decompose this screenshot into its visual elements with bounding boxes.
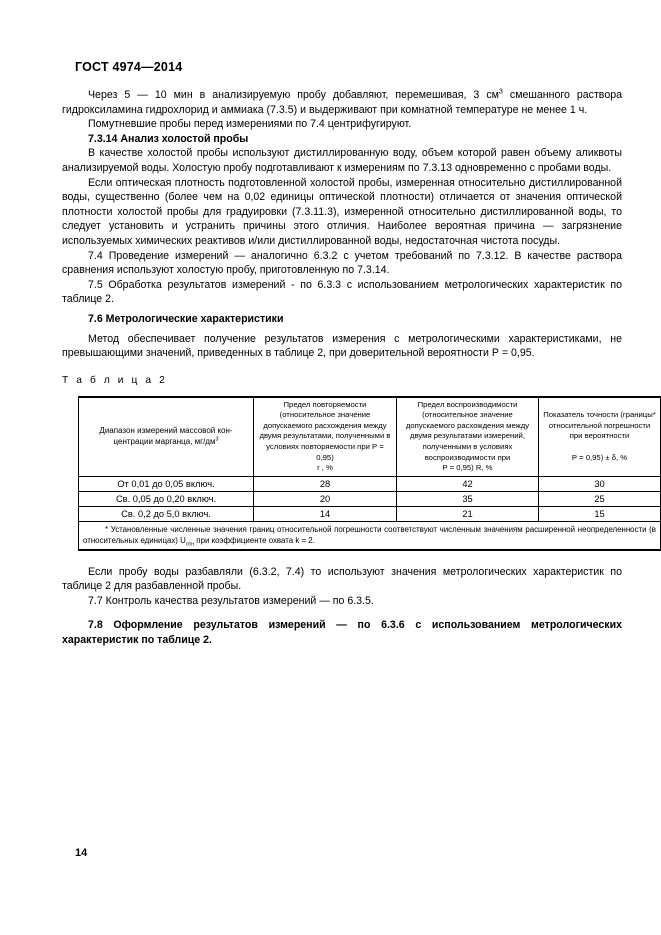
heading-7-6: 7.6 Метрологические характеристики (88, 312, 284, 325)
cubic-superscript-unit: 3 (215, 436, 219, 443)
paragraph-blank-sample: В качестве холостой пробы используют дистиллированную воду, объем которой равен объему аликвоты анализируемой воды. Холостую пробу подготавливают к измерениям по 7.3.13 одновременно с пробами воды. (62, 147, 622, 174)
table-cell-accuracy: 30 (539, 476, 661, 491)
table-cell-range: От 0,01 до 0,05 включ. (79, 476, 254, 491)
cubic-superscript: 3 (498, 86, 503, 96)
table-cell-repeatability: 14 (254, 506, 397, 521)
table-footnote (79, 521, 661, 549)
heading-7-3-14: 7.3.14 Анализ холостой пробы (88, 132, 249, 145)
table-header-reproducibility-symbol: P = 0,95) R, % (442, 463, 493, 473)
table-cell-range: Св. 0,2 до 5,0 включ. (79, 506, 254, 521)
paragraph-centrifuge: Помутневшие пробы перед измерениями по 7.4 центрифугируют. (88, 118, 412, 131)
spacer (62, 551, 622, 565)
table-cell-repeatability: 28 (254, 476, 397, 491)
paragraph-optical-density: Если оптическая плотность подготовленной холостой пробы, измеренная относительно дистиллированной воды, существенно (более чем на 0,02 единицы оптической плотности) отличается от значения оптической плотности холостой пробы для градуировки (7.3.11.3), измеренной относительно дистиллированной воды, то следует установить и устранить причины этого отличия. Наиболее вероятная причина — загрязнение используемых химических реактивов и/или дистиллированной воды, недостаточная чистота посуды. (62, 176, 622, 247)
table-header-repeatability (254, 397, 397, 477)
table-header-range-line1: Диапазон измерений массовой кон- (99, 426, 233, 436)
paragraph-7-6-body: Метод обеспечивает получение результатов измерения с метрологическими характеристиками, не превышающими значений, приведенных в таблице 2, при доверительной вероятности Р = 0,95. (62, 332, 622, 360)
metrological-characteristics-table (78, 396, 661, 551)
table-row (79, 476, 661, 491)
table-footnote-row (79, 521, 661, 549)
paragraph-dilution-step-text: Через 5 — 10 мин в анализируемую пробу добавляют, перемешивая, 3 см (88, 89, 499, 101)
table-header-reproducibility (397, 397, 539, 477)
paragraph-dilution-note: Если пробу воды разбавляли (6.3.2, 7.4) то используют значения метрологических характеристик по таблице 2 для разбавленной пробы. (62, 565, 622, 593)
table-row (79, 506, 661, 521)
paragraph-7-4-measurements: 7.4 Проведение измерений — аналогично 6.3.2 с учетом требований по 7.3.12. В качестве раствора сравнения используют холостую пробу, приготовленную по 7.3.14. (62, 249, 622, 277)
table-header-accuracy-text: Показатель точности (границы* относительной погрешности при вероятности (543, 410, 656, 441)
table-header-range (79, 397, 254, 477)
table-cell-range: Св. 0,05 до 0,20 включ. (79, 491, 254, 506)
spacer (62, 608, 622, 618)
table-header-repeatability-text: Предел повторяемости (относительное значение допускаемого расхождения между двумя результатами, полученными в условиях повторяемости при Р = 0,95) (259, 399, 391, 462)
table-header-accuracy (539, 397, 661, 477)
table-caption: Т а б л и ц а 2 (62, 374, 168, 386)
table-cell-reproducibility: 42 (397, 476, 539, 491)
paragraph-dilution-step (62, 88, 622, 117)
spacer (62, 386, 622, 396)
table-footnote-part1: * Установленные численные значения границ относительной погрешности соответствуют численным значениям расширенной неопределенности (в относительных единицах) U (83, 524, 656, 546)
paragraph-7-7-quality-control: 7.7 Контроль качества результатов измерений — по 6.3.5. (88, 594, 374, 607)
table-cell-accuracy: 15 (539, 506, 661, 521)
table-cell-repeatability: 20 (254, 491, 397, 506)
table-footnote-part2: при коэффициенте охвата k = 2. (194, 536, 315, 546)
paragraph-7-8-reporting: 7.8 Оформление результатов измерений — по 6.3.6 с использованием метрологических характеристик по таблице 2. (62, 619, 622, 647)
footnote-subscript: отн (185, 541, 195, 548)
standard-number-header: ГОСТ 4974—2014 (75, 60, 183, 74)
table-footnote-body (83, 524, 656, 547)
table-cell-reproducibility: 35 (397, 491, 539, 506)
page-number: 14 (75, 847, 88, 859)
table-header-row (79, 397, 661, 477)
table-header-repeatability-symbol: r , % (317, 463, 333, 473)
paragraph-7-5-processing: 7.5 Обработка результатов измерений - по 6.3.3 с использованием метрологических характеристик по таблице 2. (62, 278, 622, 306)
document-body (62, 86, 656, 648)
table-header-accuracy-symbol: Р = 0,95) ± δ, % (571, 452, 628, 462)
table-header-reproducibility-text: Предел воспроизводимости (относительное значение допускаемого расхождения между двумя результатами измерений, полученными в условиях воспроизводимости при (405, 399, 530, 462)
table-header-range-line2: центрации марганца, мг/дм (113, 436, 216, 446)
table-cell-reproducibility: 21 (397, 506, 539, 521)
paragraph-dilution-step-cont: смешанного раствора гидроксиламина гидрохлорид и аммиака (7.3.5) и выдерживают при комнатной температуре не менее 1 ч. (62, 89, 622, 116)
spacer (62, 361, 622, 375)
table-row (79, 491, 661, 506)
table-cell-accuracy: 25 (539, 491, 661, 506)
